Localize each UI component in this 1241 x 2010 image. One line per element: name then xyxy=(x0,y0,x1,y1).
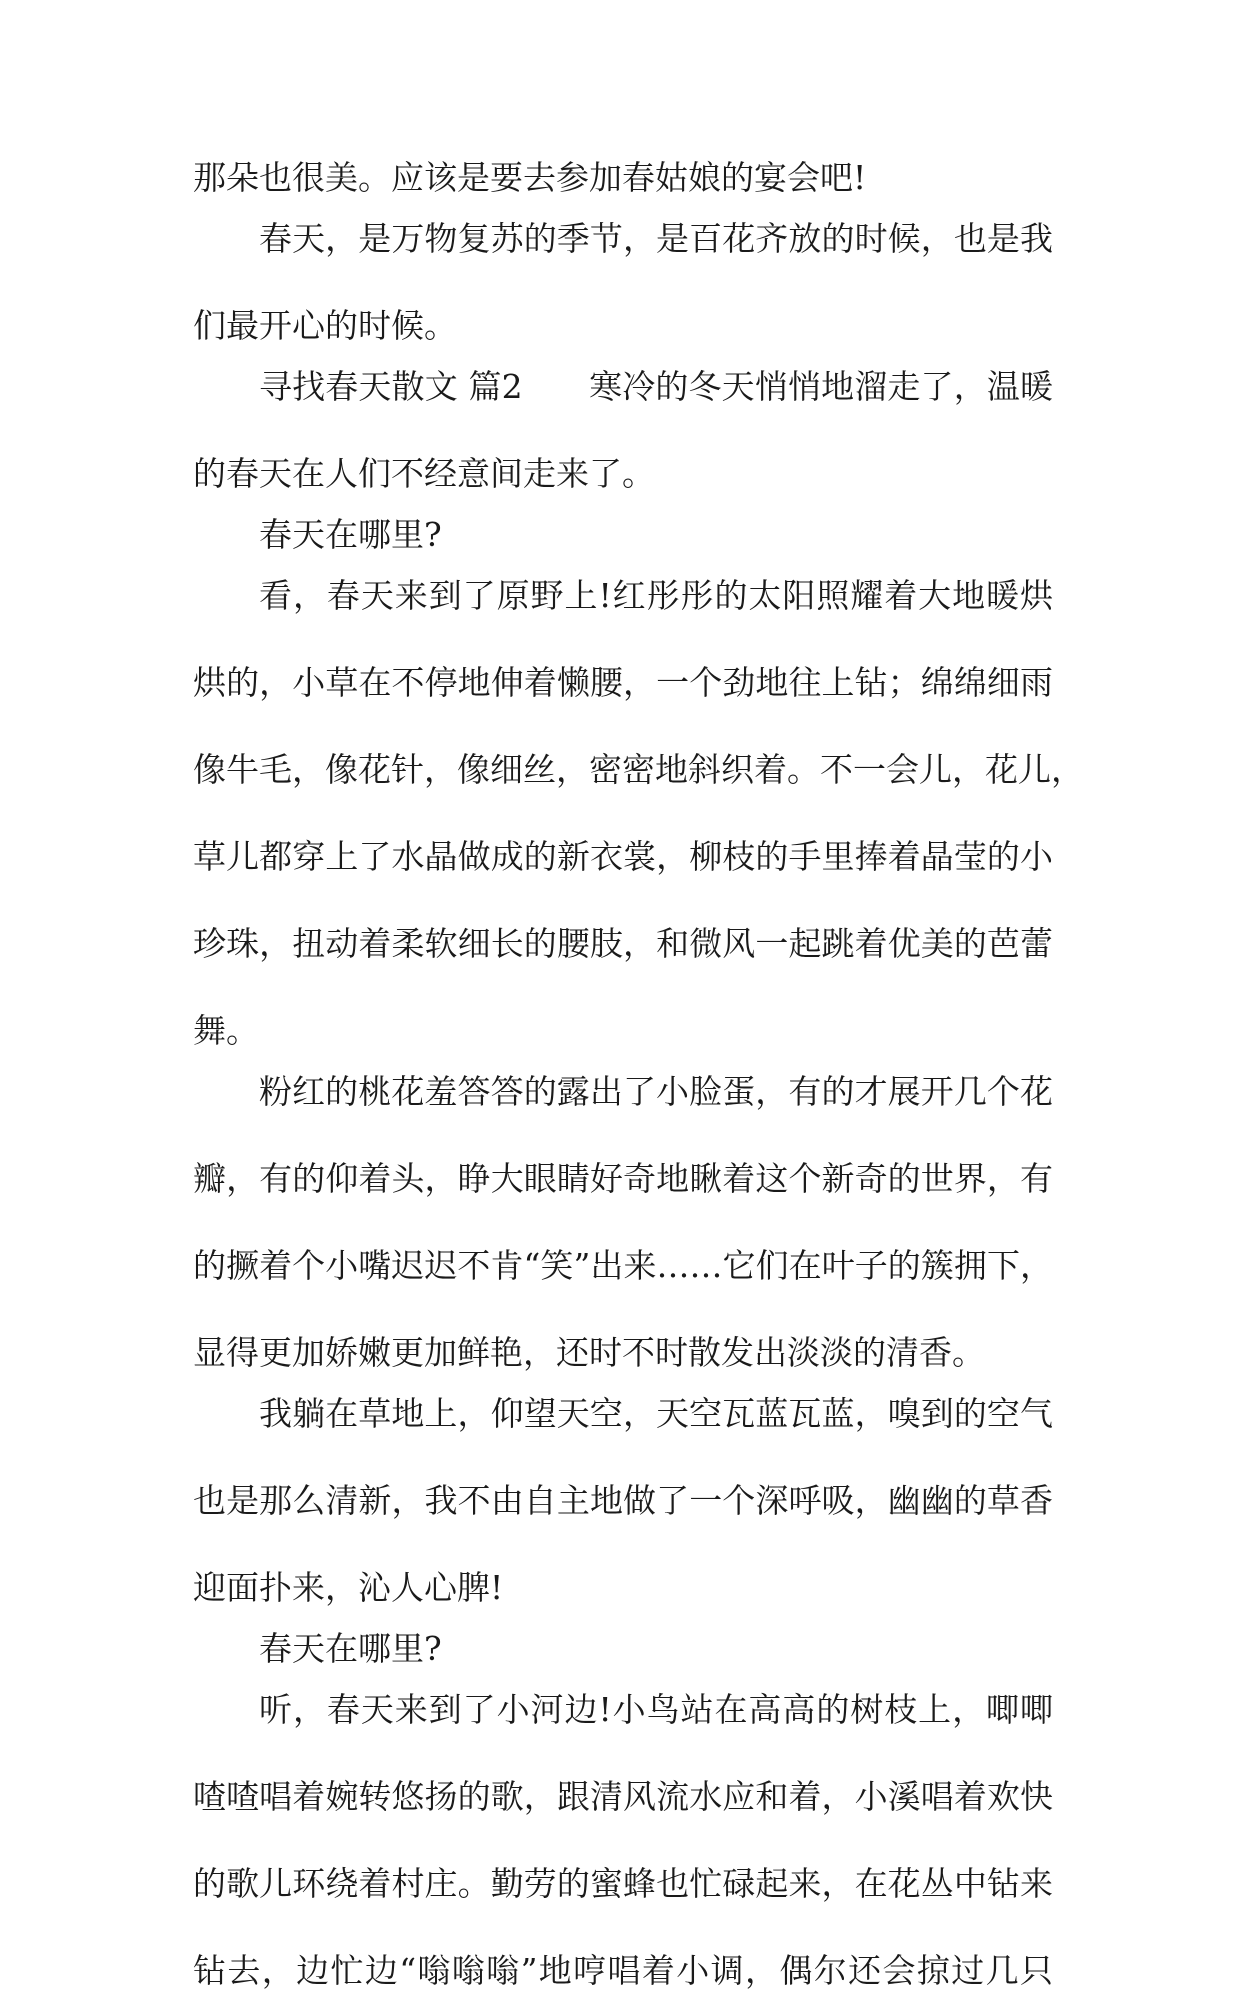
text-line: 粉红的桃花羞答答的露出了小脸蛋，有的才展开几个花 xyxy=(259,1072,1053,1111)
text-line: 草儿都穿上了水晶做成的新衣裳，柳枝的手里捧着晶莹的小 xyxy=(193,837,1053,876)
text-line: 春天，是万物复苏的季节，是百花齐放的时候，也是我 xyxy=(259,219,1053,258)
paragraph xyxy=(193,1627,1053,1670)
text-line: 像牛毛，像花针，像细丝，密密地斜织着。不一会儿，花儿， xyxy=(193,750,1084,789)
text-line: 我躺在草地上，仰望天空，天空瓦蓝瓦蓝，嗅到的空气 xyxy=(259,1394,1053,1433)
text-line: 喳喳唱着婉转悠扬的歌，跟清风流水应和着，小溪唱着欢快 xyxy=(193,1777,1053,1816)
paragraph xyxy=(193,1070,1053,1374)
text-line: 的撅着个小嘴迟迟不肯“笑”出来……它们在叶子的簇拥下， xyxy=(193,1246,1053,1285)
text-line: 看，春天来到了原野上!红彤彤的太阳照耀着大地暖烘 xyxy=(259,576,1053,615)
paragraph xyxy=(193,1688,1053,1992)
text-line: 显得更加娇嫩更加鲜艳，还时不时散发出淡淡的清香。 xyxy=(193,1333,985,1372)
document-page xyxy=(193,156,1084,2010)
text-line: 迎面扑来，沁人心脾! xyxy=(193,1568,504,1607)
paragraph xyxy=(193,156,1053,199)
text-line: 那朵也很美。应该是要去参加春姑娘的宴会吧! xyxy=(193,158,867,197)
text-line: 钻去，边忙边“嗡嗡嗡”地哼唱着小调，偶尔还会掠过几只 xyxy=(193,1951,1053,1990)
text-line: 听，春天来到了小河边!小鸟站在高高的树枝上，唧唧 xyxy=(259,1690,1053,1729)
text-line: 的歌儿环绕着村庄。勤劳的蜜蜂也忙碌起来，在花丛中钻来 xyxy=(193,1864,1053,1903)
text-line: 春天在哪里? xyxy=(259,1629,442,1668)
text-line: 的春天在人们不经意间走来了。 xyxy=(193,454,655,493)
paragraph xyxy=(193,513,1053,556)
text-line: 珍珠，扭动着柔软细长的腰肢，和微风一起跳着优美的芭蕾 xyxy=(193,924,1053,963)
paragraph xyxy=(193,365,1053,495)
text-line: 舞。 xyxy=(193,1011,259,1050)
paragraph xyxy=(193,217,1053,347)
paragraph xyxy=(193,1392,1053,1609)
paragraph xyxy=(193,574,1084,1052)
text-line: 瓣，有的仰着头，睁大眼睛好奇地瞅着这个新奇的世界，有 xyxy=(193,1159,1053,1198)
text-line: 烘的，小草在不停地伸着懒腰，一个劲地往上钻；绵绵细雨 xyxy=(193,663,1053,702)
text-line: 春天在哪里? xyxy=(259,515,442,554)
text-line: 也是那么清新，我不由自主地做了一个深呼吸，幽幽的草香 xyxy=(193,1481,1053,1520)
text-line: 们最开心的时候。 xyxy=(193,306,457,345)
text-line: 寻找春天散文 篇2 寒冷的冬天悄悄地溜走了，温暖 xyxy=(259,367,1053,406)
